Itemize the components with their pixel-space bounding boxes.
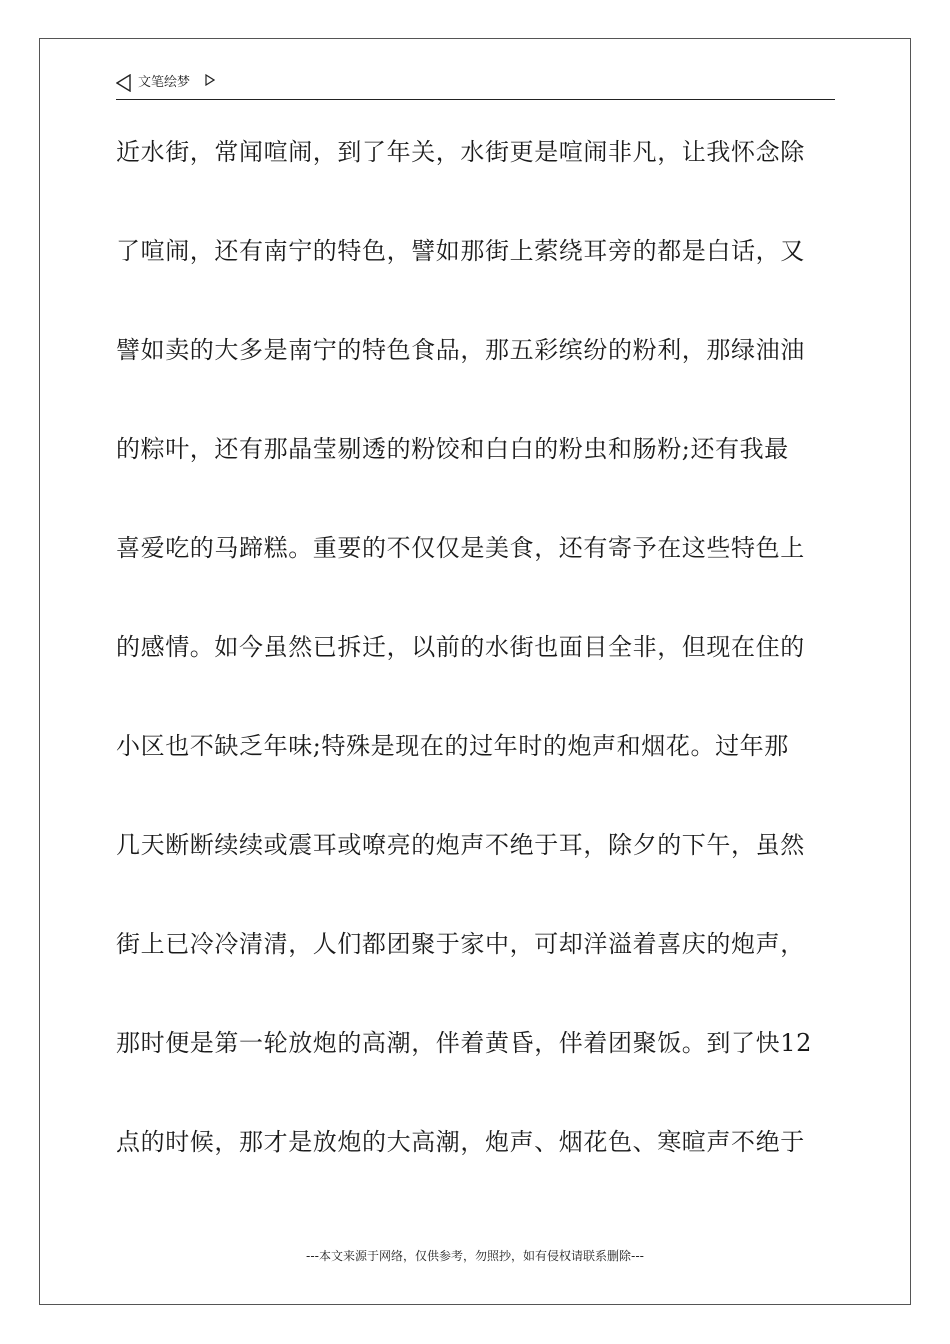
- text-line: 小区也不缺乏年味;特殊是现在的过年时的炮声和烟花。过年那: [116, 732, 789, 760]
- text-line: 几天断断续续或震耳或嘹亮的炮声不绝于耳，除夕的下午，虽然: [116, 831, 805, 859]
- footer-disclaimer: ---本文来源于网络，仅供参考，勿照抄，如有侵权请联系删除---: [306, 1249, 644, 1263]
- text-line: 譬如卖的大多是南宁的特色食品，那五彩缤纷的粉利，那绿油油: [116, 336, 805, 364]
- text-line: 点的时候，那才是放炮的大高潮，炮声、烟花色、寒暄声不绝于: [116, 1128, 805, 1156]
- page-header: [116, 72, 835, 100]
- article-body: [116, 128, 841, 1217]
- triangle-left-outline-icon: [116, 74, 132, 92]
- text-line: 的感情。如今虽然已拆迁，以前的水街也面目全非，但现在住的: [116, 633, 805, 661]
- header-brand: 文笔绘梦: [138, 75, 191, 90]
- text-line: 的粽叶，还有那晶莹剔透的粉饺和白白的粉虫和肠粉;还有我最: [116, 435, 789, 463]
- text-line: 近水街，常闻喧闹，到了年关，水街更是喧闹非凡，让我怀念除: [116, 138, 805, 166]
- text-line: 那时便是第一轮放炮的高潮，伴着黄昏，伴着团聚饭。到了快12: [116, 1029, 812, 1057]
- text-line: 街上已冷冷清清，人们都团聚于家中，可却洋溢着喜庆的炮声，: [116, 930, 805, 958]
- text-line: 喜爱吃的马蹄糕。重要的不仅仅是美食，还有寄予在这些特色上: [116, 534, 805, 562]
- triangle-right-small-icon: [205, 74, 215, 86]
- text-line: 了喧闹，还有南宁的特色，譬如那街上萦绕耳旁的都是白话，又: [116, 237, 805, 265]
